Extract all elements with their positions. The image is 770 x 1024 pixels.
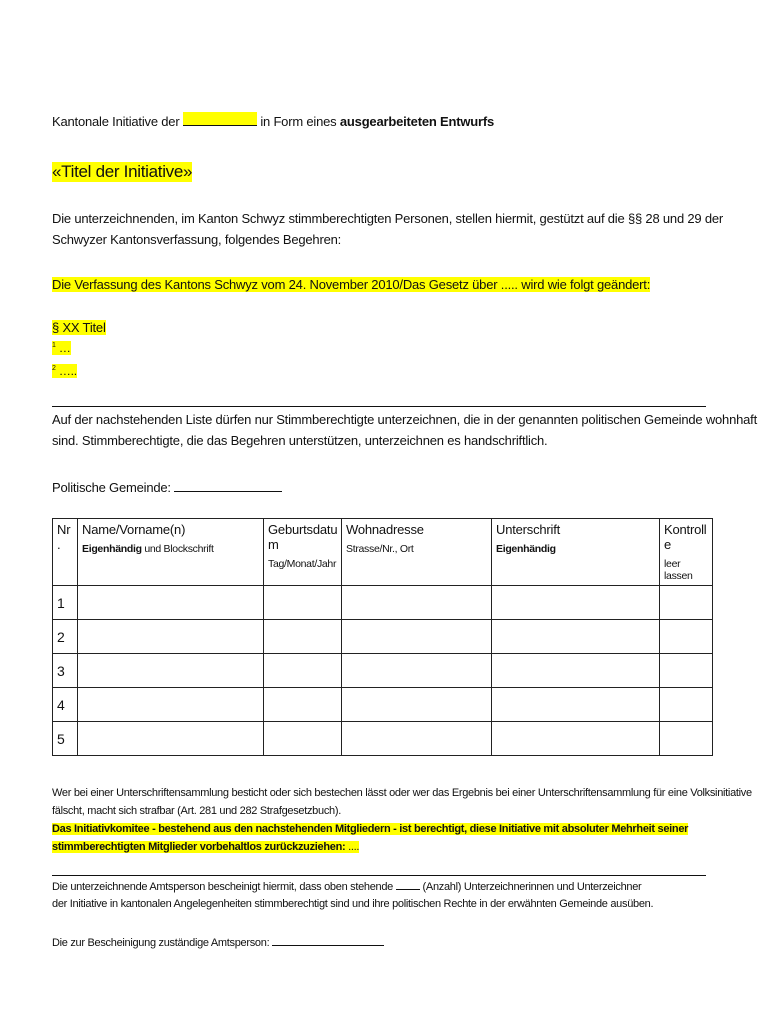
name-cell[interactable]: [78, 586, 264, 620]
signature-cell[interactable]: [492, 620, 660, 654]
signature-table: [52, 518, 713, 756]
address-cell[interactable]: [342, 620, 492, 654]
name-cell[interactable]: [78, 654, 264, 688]
header-kontrolle: Kontroll e leer lassen: [660, 519, 713, 586]
table-row: [53, 688, 713, 722]
table-row: [53, 654, 713, 688]
birthdate-cell[interactable]: [264, 722, 342, 756]
amendment-text: Die Verfassung des Kantons Schwyz vom 24. November 2010/Das Gesetz über ..... wird wie folgt geändert:: [52, 277, 651, 292]
intro-line-2: Schwyzer Kantonsverfassung, folgendes Begehren:: [52, 232, 342, 247]
address-cell[interactable]: [342, 654, 492, 688]
official-label: Die zur Bescheinigung zuständige Amtsperson:: [52, 937, 270, 949]
paragraph-item-1: [52, 341, 71, 355]
name-cell[interactable]: [78, 688, 264, 722]
item-2-text: …..: [55, 364, 77, 378]
item-1-text: …: [55, 341, 71, 355]
table-row: [53, 586, 713, 620]
birthdate-cell[interactable]: [264, 586, 342, 620]
warning-line-1: Wer bei einer Unterschriftensammlung besticht oder sich bestechen lässt oder wer das Ergebnis bei einer Unterschriftensammlung für eine Volksinitiative: [52, 787, 752, 799]
komitee-line-1: Das Initiativkomitee - bestehend aus den nachstehenden Mitgliedern - ist berechtigt, diese Initiative mit absoluter Mehrheit seiner: [52, 823, 689, 835]
table-row: [53, 620, 713, 654]
intro-line-1: Die unterzeichnenden, im Kanton Schwyz stimmberechtigten Personen, stellen hiermit, gestützt auf die §§ 28 und 29 der: [52, 211, 724, 226]
certification-line-2: der Initiative in kantonalen Angelegenheiten stimmberechtigt sind und ihre politischen Rechte in der erwähnten Gemeinde ausüben.: [52, 898, 654, 910]
item-2-number: 2: [52, 365, 56, 372]
address-cell[interactable]: [342, 586, 492, 620]
paragraph-item-2: [52, 364, 77, 378]
table-header-row: [53, 519, 713, 586]
komitee-line-2: stimmberechtigten Mitglieder vorbehaltlos zurückzuziehen: ....: [52, 841, 360, 853]
signature-cell[interactable]: [492, 688, 660, 722]
row-number: 3: [53, 654, 78, 688]
divider-1: [52, 406, 706, 407]
divider-2: [52, 875, 706, 876]
header-wohnadresse: Wohnadresse Strasse/Nr., Ort: [342, 519, 492, 586]
control-cell: [660, 654, 713, 688]
gemeinde-blank[interactable]: [174, 479, 282, 492]
initiator-blank[interactable]: [183, 112, 257, 126]
control-cell: [660, 688, 713, 722]
header-middle: in Form eines: [260, 114, 337, 129]
signature-cell[interactable]: [492, 586, 660, 620]
official-blank[interactable]: [272, 935, 384, 946]
initiative-title: «Titel der Initiative»: [52, 162, 193, 181]
header-name: Name/Vorname(n) Eigenhändig und Blockschrift: [78, 519, 264, 586]
address-cell[interactable]: [342, 688, 492, 722]
header-nr: Nr .: [53, 519, 78, 586]
birthdate-cell[interactable]: [264, 620, 342, 654]
paragraph-heading: § XX Titel: [52, 320, 106, 335]
notice-line-1: Auf der nachstehenden Liste dürfen nur Stimmberechtigte unterzeichnen, die in der genannten politischen Gemeinde wohnhaft: [52, 412, 757, 427]
header-unterschrift: Unterschrift Eigenhändig: [492, 519, 660, 586]
header-geburtsdatum: Geburtsdatu m Tag/Monat/Jahr: [264, 519, 342, 586]
row-number: 1: [53, 586, 78, 620]
name-cell[interactable]: [78, 722, 264, 756]
header-line: [52, 112, 494, 129]
row-number: 4: [53, 688, 78, 722]
gemeinde-label: Politische Gemeinde:: [52, 480, 171, 495]
item-1-number: 1: [52, 342, 56, 349]
table-row: [53, 722, 713, 756]
official-line: [52, 935, 384, 949]
address-cell[interactable]: [342, 722, 492, 756]
warning-line-2: fälscht, macht sich strafbar (Art. 281 und 282 Strafgesetzbuch).: [52, 805, 341, 817]
control-cell: [660, 586, 713, 620]
notice-line-2: sind. Stimmberechtigte, die das Begehren unterstützen, unterzeichnen es handschriftlich.: [52, 433, 548, 448]
signature-cell[interactable]: [492, 654, 660, 688]
birthdate-cell[interactable]: [264, 688, 342, 722]
certification-line-1: Die unterzeichnende Amtsperson bescheinigt hiermit, dass oben stehende (Anzahl) Unterzeichnerinnen und Unterzeichner: [52, 881, 642, 893]
gemeinde-line: [52, 479, 282, 495]
birthdate-cell[interactable]: [264, 654, 342, 688]
header-bold: ausgearbeiteten Entwurfs: [339, 114, 495, 129]
row-number: 5: [53, 722, 78, 756]
signature-cell[interactable]: [492, 722, 660, 756]
row-number: 2: [53, 620, 78, 654]
control-cell: [660, 620, 713, 654]
control-cell: [660, 722, 713, 756]
header-prefix: Kantonale Initiative der: [52, 114, 180, 129]
count-blank[interactable]: [396, 879, 420, 890]
name-cell[interactable]: [78, 620, 264, 654]
